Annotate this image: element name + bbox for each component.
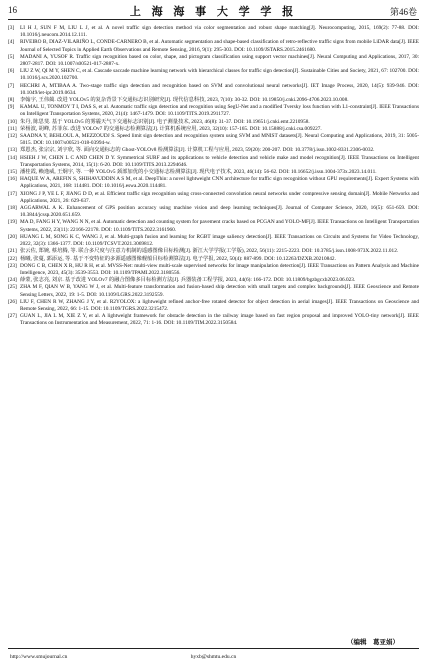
reference-text: LIU Z W, QI M Y, SHEN C, et al. Cascade saccade machine learning network with hierarchical classes for traffic sign detection[J]. Sustainable Cities and Society, 2021, 67: 102700. DOI: 10.1016/j.scs.2020.102700. [20, 68, 419, 82]
reference-text: ZHA M F, QIAN W B, YANG W J, et al. Multi-feature transformation and fusion-based ship detection with small targets and complex backgrounds[J]. IEEE Geoscience and Remote Sensing Letters, 2022, 19: 1-5. DOI: 10.1109/LGRS.2022.3192559. [20, 284, 419, 298]
reference-item [8, 219, 419, 233]
volume-label: 第46卷 [389, 7, 417, 17]
editor-note: （编辑 葛亚娟） [347, 639, 399, 646]
reference-text: LIU F, CHEN R W, ZHANG J Y, et al. R2YOLOX: a lightweight refined anchor-free rotated detector for object detection in aerial images[J]. IEEE Transactions on Geoscience and Remote Sensing, 2022, 66: 1-15. DOI: 10.1109/TGRS.2022.3215472. [20, 298, 419, 312]
reference-text: HSIEH J W, CHEN L C AND CHEN D Y. Symmetrical SURF and its applications to vehicle detection and vehicle make and model recognition[J]. IEEE Transactions on Intelligent Transportation Systems, 2014, 15(1): 6-20. DOI: 10.1109/TITS.2013.2294646. [20, 154, 419, 168]
reference-text: HECHRI A, MTIBAA A. Two-stage traffic sign detection and recognition based on SVM and convolutional neural networks[J]. IET Image Process, 2020, 14(5): 939-946. DOI: 10.1049/iet-ipr.2019.0634. [20, 82, 419, 96]
reference-text: MA D, FANG H Y, WANG N N, et al. Automatic detection and counting system for pavement cracks based on PCGAN and YOLO-MF[J]. IEEE Transactions on Intelligent Transportation Systems, 2022, 23(11): 22166-22178. DOI: 10.1109/TITS.2022.3161960. [20, 219, 419, 233]
reference-item [8, 104, 419, 118]
reference-text: 郑恩杰, 张宗宗, 刘宇欣, 等. 面向交通标志的 Ghost-YOLOv8 检测算法[J]. 计算机工程与应用, 2023, 59(20): 200-207. DOI: 10.3778/j.issn.1002-8331.2306-0032. [20, 147, 375, 154]
reference-number: [3] [8, 25, 15, 31]
reference-number: [24] [8, 277, 17, 284]
reference-item [8, 205, 419, 219]
reference-item [8, 39, 419, 53]
reference-text: LI H J, SUN F M, LIU L J, et al. A novel traffic sign detection method via color segmentation and robust shape matching[J]. Neurocomputing, 2015, 169(2): 77-88. DOI: 10.1016/j.neucom.2014.12.111. [20, 25, 419, 39]
reference-list [8, 25, 419, 328]
reference-text: 潘桂霞, 赖逸威, 王炯宇, 等. 一种 YOLOv5 颈部加优的小交通标志检测算法[J]. 现代电子技术, 2023, 46(14): 56-62. DOI: 10.16652/j.issn.1004-373x.2023.14.011. [20, 169, 377, 176]
reference-number: [10] [8, 118, 17, 125]
reference-item [8, 234, 419, 248]
reference-item [8, 176, 419, 190]
reference-number: [20] [8, 233, 17, 240]
reference-number: [18] [8, 205, 17, 212]
reference-item [8, 54, 419, 68]
reference-text: 李翰宇, 王伟蔺. 改进 YOLOv5 的复杂背景下交通标志识别研究[J]. 现代信息科技, 2023, 7(10): 30-32. DOI: 10.19850/j.cnki.2096-4706.2023.10.008. [20, 97, 349, 104]
reference-text: GUAN L, JIA L M, XIE Z Y, et al. A lightweight framework for obstacle detection in the railway image based on fast region proposal and improved YOLO-tiny network[J]. IEEE Transactions on Instrumentation and Measurement, 2022, 71: 1-16. DOI: 10.1109/TIM.2022.3150584. [20, 313, 419, 327]
reference-number: [6] [8, 68, 15, 75]
reference-number: [7] [8, 82, 15, 89]
reference-text: 朱丹, 陈思斐. 基于 YOLOv5 的雾霾天气下交通标志识别[J]. 电子测量技术, 2023, 46(8): 31-37. DOI: 10.19651/j.cnki.emt.2210958. [20, 118, 310, 125]
reference-item [8, 83, 419, 97]
reference-text: 薛蒙, 张志亮, 刘京. 基于改进 YOLOv7 的融合图像多目标检测方法[J]. 兵器装备工程学报, 2023, 44(6): 166-172. DOI: 10.11809/bgzbgcxb2023.06.023. [20, 277, 356, 284]
footer-email[interactable]: hyxb@shmtu.edu.cn [190, 654, 237, 660]
reference-number: [26] [8, 298, 17, 305]
reference-text: HAQUE W A, AREFIN S, SHIHAVUDDIN A S M, et al. DeepThin: a novel lightweight CNN architecture for traffic sign recognition without GPU requirements[J]. Expert Systems with Applications, 2021, 168: 114481. DOI: 10.1016/j.eswa.2020.114481. [20, 176, 419, 190]
reference-item [8, 25, 419, 39]
page-header [0, 0, 427, 22]
reference-number: [22] [8, 255, 17, 262]
reference-item [8, 263, 419, 277]
reference-text: MADANI A, YUSOF R. Traffic sign recognition based on color, shape, and pictogram classification using support vector machines[J]. Neural Computing and Applications, 2017, 30: 2807-2817. DOI: 10.1007/s00521-017-2887-x. [20, 53, 419, 68]
reference-text: RIVEIRO B, DIAZ-VILARIÑO L, CONDE-CARNERO B, et al. Automatic segmentation and shape-based classification of retro-reflective traffic signs from mobile LiDAR data[J]. IEEE Journal of Selected Topics in Applied Earth Observations and Remote Sensing, 2016, 9(1): 295-303. DOI: 10.1109/JSTARS.2015.2461680. [20, 39, 419, 53]
reference-number: [8] [8, 97, 15, 104]
page-number: 16 [8, 5, 17, 15]
reference-item [8, 126, 419, 133]
reference-text: XIONG J P, YE L F, JIANG D D, et al. Efficient traffic sign recognition using cross-connected convolution neural networks under compressive sensing domain[J]. Mobile Networks and Applications, 2021, 26: 629-637. [20, 190, 419, 204]
reference-number: [25] [8, 284, 17, 291]
header-rule [8, 19, 419, 20]
reference-number: [23] [8, 262, 17, 269]
reference-number: [15] [8, 169, 17, 176]
reference-number: [12] [8, 133, 17, 140]
reference-item [8, 248, 419, 255]
reference-text: AGGARWAL A K. Enhancement of GPS position accuracy using machine vision and deep learning techniques[J]. Journal of Computer Science, 2020, 16(5): 651-659. DOI: 10.3844/jcssp.2020.651.659. [20, 205, 419, 219]
reference-text: HUANG L M, SONG K C, WANG J, et al. Multi-graph fusion and learning for RGBT image saliency detection[J]. IEEE Transactions on Circuits and Systems for Video Technology, 2022, 32(3): 1366-1377. DOI: 10.1109/TCSVT.2021.3069812. [20, 233, 419, 248]
reference-item [8, 313, 419, 327]
reference-number: [9] [8, 104, 15, 111]
reference-text: SAADNA Y, BEHLOUL A, MEZZOUDJ S. Speed limit sign detection and recognition system using SVM and MNIST datasets[J]. Neural Computing and Applications, 2019, 31: 5005-5015. DOI: 10.1007/s00521-018-03994-w. [20, 133, 419, 147]
reference-number: [14] [8, 154, 17, 161]
reference-number: [5] [8, 53, 15, 60]
reference-item [8, 119, 419, 126]
reference-number: [4] [8, 39, 15, 46]
reference-text: 荣杨波, 胡峰, 苏菲东. 改进 YOLOv7 的交通标志检测算法[J]. 计算机系统应用, 2023, 32(10): 157-165. DOI: 10.15888/j.cnki.csa.009227. [20, 125, 322, 132]
reference-item [8, 256, 419, 263]
reference-number: [21] [8, 248, 17, 255]
reference-item [8, 133, 419, 147]
reference-number: [11] [8, 125, 17, 132]
reference-text: DONG C B, CHEN X R, HU R H, et al. MVSS-Net: multi-view multi-scale supervised networks for image manipulation detection[J]. IEEE Transactions on Pattern Analysis and Machine Intelligence, 2023, 45(3): 3539-3553. DOI: 10.1109/TPAMI.2022.3180556. [20, 262, 419, 276]
reference-text: KAMAL U, TONMOY T I, DAS S, et al. Automatic traffic sign detection and recognition using SegU-Net and a modified Tversky loss function with L1-constraint[J]. IEEE Transactions on Intelligent Transportation Systems, 2020, 21(4): 1467-1479. DOI: 10.1109/TITS.2019.2911727. [20, 104, 419, 118]
reference-number: [16] [8, 176, 17, 183]
journal-title: 上 海 海 事 大 学 学 报 [129, 6, 298, 18]
reference-number: [17] [8, 190, 17, 197]
reference-number: [19] [8, 219, 17, 226]
reference-number: [27] [8, 313, 17, 320]
reference-item [8, 68, 419, 82]
reference-number: [13] [8, 147, 17, 154]
reference-item [8, 147, 419, 154]
reference-item [8, 155, 419, 169]
reference-item [8, 191, 419, 205]
footer-rule [8, 648, 419, 649]
reference-item [8, 284, 419, 298]
reference-text: 张云佐, 郑婉, 蔡培腾, 等. 联合多尺度与注意力机制的遥感图像目标检测[J]. 浙江大学学报(工学版), 2022, 56(11): 2215-2223. DOI: 10.3785/j.issn.1008-973X.2022.11.012. [20, 248, 399, 255]
reference-text: 杨曦, 张蔓, 郭添运, 等. 基于不变特征的多源遥感图像舰船目标检测算法[J]. 电子学报, 2022, 50(4): 887-899. DOI: 10.12263/DZXB.20210842. [20, 255, 336, 262]
page-footer [0, 644, 427, 667]
footer-website[interactable]: http://www.smujournal.cn [10, 654, 68, 660]
reference-item [8, 299, 419, 313]
